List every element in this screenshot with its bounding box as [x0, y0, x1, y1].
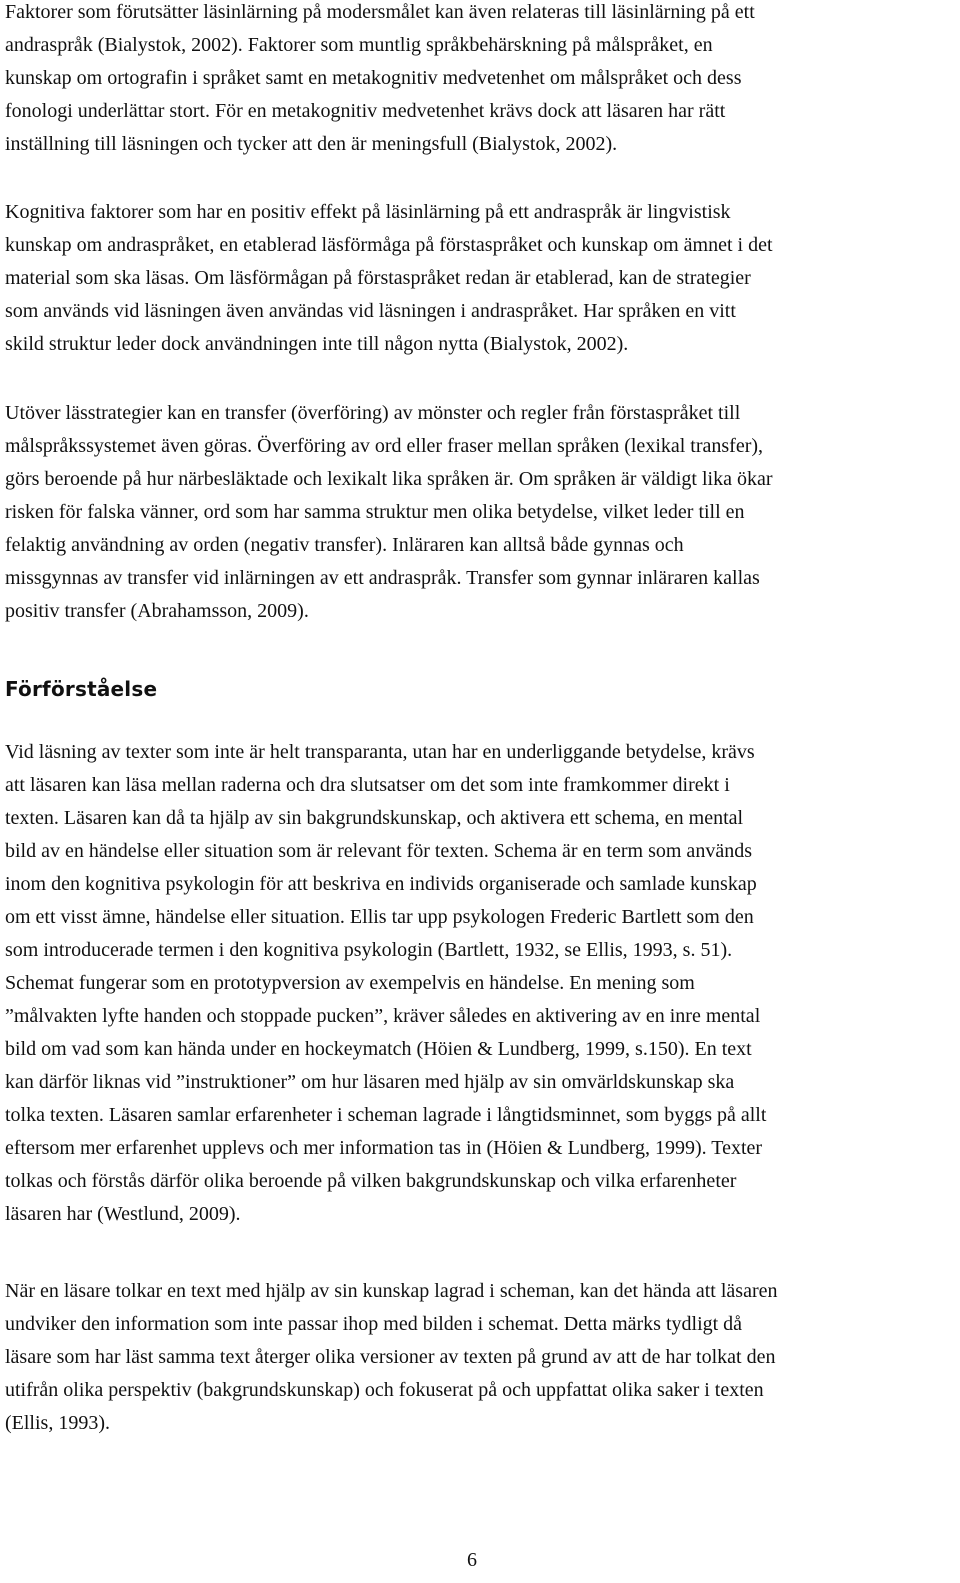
- paragraph: Vid läsning av texter som inte är helt transparanta, utan har en underliggande betydelse, krävs att läsaren kan läsa mellan raderna och dra slutsatser om det som inte framkommer direkt i texten. Läsaren kan då ta hjälp av sin bakgrundskunskap, och aktivera ett schema, en mental bild av en händelse eller situation som är relevant för texten. Schema är en term som används inom den kognitiva psykologin för att beskriva en individs organiserade och samlade kunskap om ett visst ämne, händelse eller situation. Ellis tar upp psykologen Frederic Bartlett som den som introducerade termen i den kognitiva psykologin (Bartlett, 1932, se Ellis, 1993, s. 51). Schemat fungerar som en prototypversion av exempelvis en händelse. En mening som ”målvakten lyfte handen och stoppade pucken”, kräver således en aktivering av en inre mental bild om vad som kan hända under en hockeymatch (Höien & Lundberg, 1999, s.150). En text kan därför liknas vid ”instruktioner” om hur läsaren med hjälp av sin omvärldskunskap ska tolka texten. Läsaren samlar erfarenheter i scheman lagrade i långtidsminnet, som byggs på allt eftersom mer erfarenhet upplevs och mer information tas in (Höien & Lundberg, 1999). Texter tolkas och förstås därför olika beroende på vilken bakgrundskunskap och vilka erfarenheter läsaren har (Westlund, 2009).: [5, 741, 767, 1225]
- paragraph: Faktorer som förutsätter läsinlärning på modersmålet kan även relateras till läsinlärning på ett andraspråk (Bialystok, 2002). Faktorer som muntlig språkbehärskning på målspråket, en kunskap om ortografin i språket samt en metakognitiv medvetenhet om målspråket och dess fonologi underlättar stort. För en metakognitiv medvetenhet krävs dock att läsaren har rätt inställning till läsningen och tycker att den är meningsfull (Bialystok, 2002).: [5, 1, 755, 155]
- document-page: [5, 0, 950, 1583]
- paragraph: Utöver lässtrategier kan en transfer (överföring) av mönster och regler från förstaspråket till målspråkssystemet även göras. Överföring av ord eller fraser mellan språken (lexikal transfer), görs beroende på hur närbesläktade och lexikalt lika språken är. Om språken är väldigt lika ökar risken för falska vänner, ord som har samma struktur men olika betydelse, vilket leder till en felaktig användning av orden (negativ transfer). Inläraren kan alltså både gynnas och missgynnas av transfer vid inlärningen av ett andraspråk. Transfer som gynnar inläraren kallas positiv transfer (Abrahamsson, 2009).: [5, 402, 773, 622]
- page-number: 6: [467, 1549, 477, 1571]
- paragraph: Kognitiva faktorer som har en positiv effekt på läsinlärning på ett andraspråk är lingvistisk kunskap om andraspråket, en etablerad läsförmåga på förstaspråket och kunskap om ämnet i det material som ska läsas. Om läsförmågan på förstaspråket redan är etablerad, kan de strategier som används vid läsningen även användas vid läsningen i andraspråket. Har språken en vitt skild struktur leder dock användningen inte till någon nytta (Bialystok, 2002).: [5, 201, 773, 355]
- paragraph: När en läsare tolkar en text med hjälp av sin kunskap lagrad i scheman, kan det hända att läsaren undviker den information som inte passar ihop med bilden i schemat. Detta märks tydligt då läsare som har läst samma text återger olika versioner av texten på grund av att de har tolkat den utifrån olika perspektiv (bakgrundskunskap) och fokuserat på och uppfattat olika saker i texten (Ellis, 1993).: [5, 1280, 778, 1434]
- section-heading: Förförståelse: [5, 677, 158, 701]
